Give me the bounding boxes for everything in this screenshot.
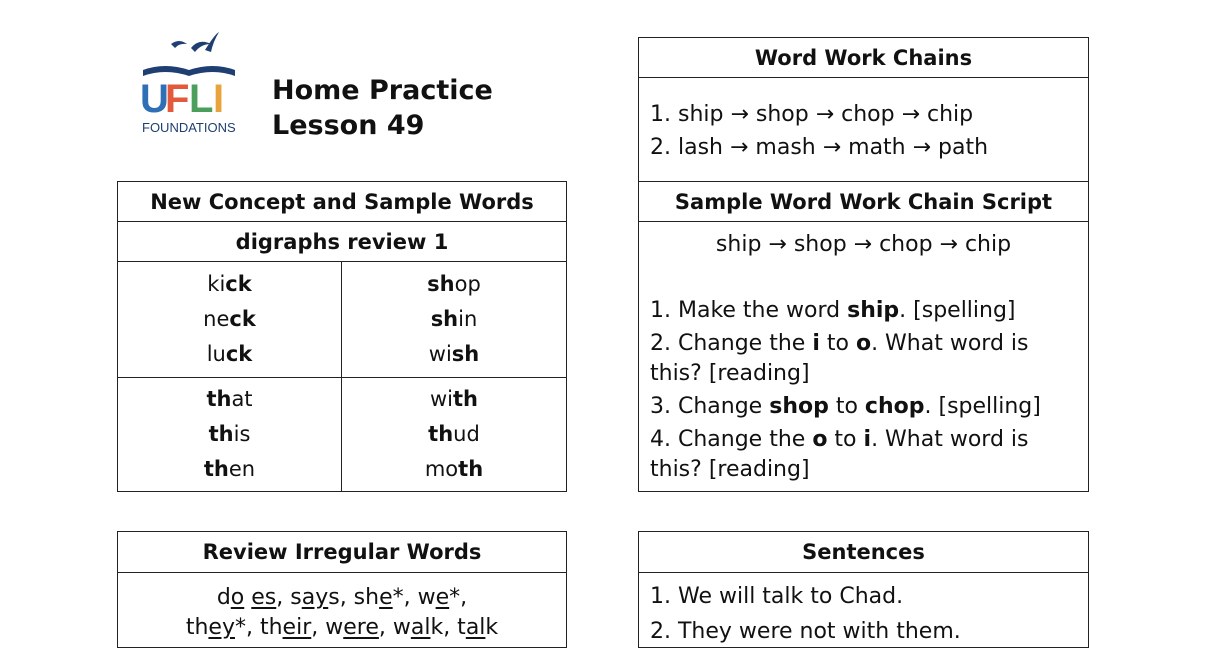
- irregular-box: [117, 531, 567, 648]
- script-box: [638, 181, 1089, 492]
- word-shop: shop: [427, 272, 481, 296]
- word-cell: [118, 377, 342, 491]
- word-cell: [118, 262, 342, 377]
- page-title: [272, 73, 493, 143]
- word-grid: [118, 262, 566, 491]
- logo-letter-l: L: [189, 77, 214, 121]
- sentences-list: [639, 573, 1088, 649]
- sentence-2: 2. They were not with them.: [650, 619, 961, 644]
- script-steps: [639, 260, 1088, 485]
- word-thud: thud: [428, 422, 480, 446]
- word-this: this: [208, 422, 251, 446]
- concept-box: [117, 181, 567, 492]
- script-step-3: 3. Change shop to chop. [spelling]: [650, 394, 1041, 419]
- irregular-words: [118, 573, 566, 643]
- word-then: then: [203, 457, 256, 481]
- logo-letter-i: I: [213, 77, 225, 121]
- irregular-line1-display: do es, says, she*, we*,: [216, 585, 468, 610]
- word-luck: luck: [206, 342, 253, 366]
- concept-subheader: digraphs review 1: [118, 222, 566, 262]
- word-moth: moth: [424, 457, 484, 481]
- logo-letter-f: F: [165, 77, 190, 121]
- word-kick: kick: [207, 272, 252, 296]
- word-wish: wish: [428, 342, 480, 366]
- irregular-header: Review Irregular Words: [118, 532, 566, 573]
- script-step-2: 2. Change the i to o. What word is this? [reading]: [650, 331, 1029, 386]
- script-chain: ship → shop → chop → chip: [715, 232, 1012, 257]
- concept-header: New Concept and Sample Words: [118, 182, 566, 222]
- chains-box: [638, 37, 1089, 182]
- word-with: with: [429, 387, 478, 411]
- logo-letter-u: U: [140, 77, 169, 121]
- word-cell: [342, 262, 566, 377]
- sentences-box: [638, 531, 1089, 648]
- irregular-line2-display: they*, their, were, walk, talk: [185, 615, 499, 640]
- logo-subtitle: FOUNDATIONS: [142, 120, 236, 135]
- sentences-header: Sentences: [639, 532, 1088, 573]
- script-step-1: 1. Make the word ship. [spelling]: [650, 298, 1016, 323]
- word-that: that: [206, 387, 253, 411]
- title-line1: Home Practice: [272, 75, 493, 106]
- chain-item-2: 2. lash → mash → math → path: [650, 135, 989, 160]
- title-line2: Lesson 49: [272, 110, 425, 141]
- script-header: Sample Word Work Chain Script: [639, 182, 1088, 222]
- word-neck: neck: [203, 307, 256, 331]
- word-cell: [342, 377, 566, 491]
- ufli-logo: [135, 30, 245, 138]
- word-shin: shin: [430, 307, 478, 331]
- chains-header: Word Work Chains: [639, 38, 1088, 78]
- chain-item-1: 1. ship → shop → chop → chip: [650, 102, 974, 127]
- script-step-4: 4. Change the o to i. What word is this? [reading]: [650, 427, 1029, 482]
- sentence-1: 1. We will talk to Chad.: [650, 584, 904, 609]
- chains-list: [639, 78, 1088, 164]
